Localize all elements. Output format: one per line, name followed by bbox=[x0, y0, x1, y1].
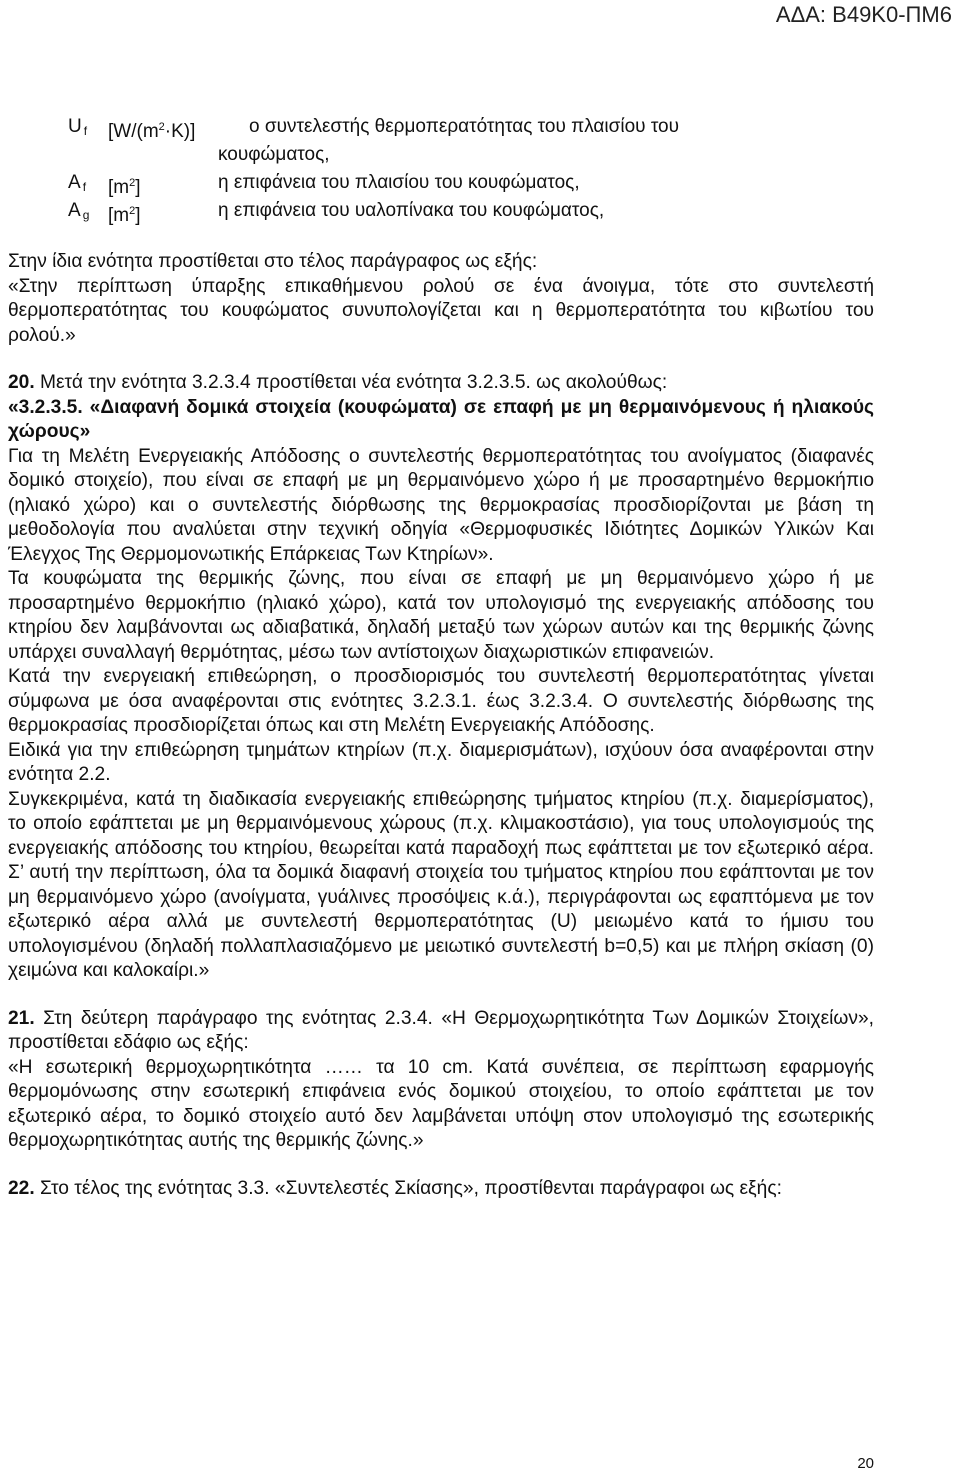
item-20-paragraph: Συγκεκριμένα, κατά τη διαδικασία ενεργειακής επιθεώρησης τμήματος κτηρίου (π.χ. διαμερίσματος), το οποίο εφάπτεται με μη θερμαινόμενους χώρους (π.χ. κλιμακοστάσιο), για τους υπολογισμούς της ενεργειακής απόδοσης του κτηρίου, θεωρείται κατά παραδοχή πως εφάπτεται με τον εξωτερικό αέρα. Σ’ αυτή την περίπτωση, όλα τα δομικά διαφανή στοιχεία του τμήματος κτηρίου που εφάπτονται με τον μη θερμαινόμενο χώρο (ανοίγματα, γυάλινες προσόψεις κ.ά.), περιγράφονται ως εφαπτόμενα με τον εξωτερικό αέρα αλλά με συντελεστή θερμοπερατότητας (U) μειωμένο κατά το ήμισυ του υπολογισμένου (δηλαδή πολλαπλασιαζόμενο με μειωτικό συντελεστή b=0,5) και με πλήρη σκίαση (0) χειμώνα και καλοκαίρι.» bbox=[8, 788, 874, 981]
intro-quote: «Στην περίπτωση ύπαρξης επικαθήμενου ρολού σε ένα άνοιγμα, τότε στο συντελεστή θερμοπερατότητας του κουφώματος συνυπολογίζεται και η θερμοπερατότητα του κιβωτίου του ρολού.» bbox=[8, 275, 874, 346]
item-20-heading: «3.2.3.5. «Διαφανή δομικά στοιχεία (κουφώματα) σε επαφή με μη θερμαινόμενους ή ηλιακούς χώρους» bbox=[8, 396, 874, 442]
item-20-paragraph: Για τη Μελέτη Ενεργειακής Απόδοσης ο συντελεστής θερμοπερατότητας του ανοίγματος (διαφανές δομικό στοιχείο), που είναι σε επαφή με μη θερμαινόμενο χώρο ή με προσαρτημένο θερμοκήπιο (ηλιακό χώρο) και ο συντελεστής διόρθωσης της θερμοκρασίας προσδιορίζονται με βάση τη μεθοδολογία που αναλύεται στην τεχνική οδηγία «Θερμοφυσικές Ιδιότητες Δομικών Υλικών Και Έλεγχος Της Θερμομονωτικής Επάρκειας Των Κτηρίων». bbox=[8, 445, 874, 565]
item-21-quote: «Η εσωτερική θερμοχωρητικότητα …… τα 10 cm. Κατά συνέπεια, σε περίπτωση εφαρμογής θερμομόνωσης στην εσωτερική επιφάνεια ενός δομικού στοιχείου, το οποίο εφάπτεται με τον εξωτερικό αέρα, το δομικό στοιχείο αυτό δεν λαμβάνεται υπόψη στον υπολογισμό της εσωτερικής θερμοχωρητικότητας αυτής της θερμικής ζώνης.» bbox=[8, 1056, 874, 1151]
document-code: ΑΔΑ: Β49Κ0-ΠΜ6 bbox=[775, 2, 952, 27]
document-body bbox=[8, 250, 874, 1201]
definition-unit: $[m^2]$ bbox=[108, 177, 141, 198]
definition-unit: $[m^2]$ bbox=[108, 205, 141, 226]
item-20-intro: 20. Μετά την ενότητα 3.2.3.4 προστίθεται νέα ενότητα 3.2.3.5. ως ακολούθως: bbox=[8, 372, 668, 393]
definition-description-continuation: κουφώματος, bbox=[218, 144, 330, 165]
item-20-paragraph: Τα κουφώματα της θερμικής ζώνης, που είναι σε επαφή με μη θερμαινόμενο χώρο ή με προσαρτημένο θερμοκήπιο (ηλιακό χώρο), κατά τον υπολογισμό της ενεργειακής απόδοσης του κτηρίου δεν λαμβάνονται ως αδιαβατικά, δηλαδή μεταξύ των χώρων αυτών και της θερμικής ζώνης υπάρχει συναλλαγή θερμότητας, μέσω των αντίστοιχων διαχωριστικών επιφανειών. bbox=[8, 568, 874, 663]
item-20-paragraph: Κατά την ενεργειακή επιθεώρηση, ο προσδιορισμός του συντελεστή θερμοπερατότητας γίνεται σύμφωνα με όσα αναφέρονται στις ενότητες 3.2.3.1. έως 3.2.3.4. Ο συντελεστής διόρθωσης της θερμοκρασίας προσδιορίζεται όπως και στη Μελέτη Ενεργειακής Απόδοσης. bbox=[8, 666, 874, 736]
item-22-intro: 22. Στο τέλος της ενότητας 3.3. «Συντελεστές Σκίασης», προστίθενται παράγραφοι ως εξής: bbox=[8, 1177, 782, 1199]
definition-symbol: A $_f$ bbox=[68, 172, 87, 194]
definition-symbol: U $_f$ bbox=[68, 116, 88, 138]
definition-description: η επιφάνεια του υαλοπίνακα του κουφώματος, bbox=[218, 200, 605, 221]
page-number: 20 bbox=[857, 1455, 874, 1472]
item-number: 22. bbox=[8, 1177, 35, 1199]
item-20-paragraph: Ειδικά για την επιθεώρηση τμημάτων κτηρίων (π.χ. διαμερισμάτων), ισχύουν όσα αναφέρονται στην ενότητα 2.2. bbox=[8, 739, 874, 785]
definition-symbol: A $_g$ bbox=[68, 200, 90, 222]
item-21-intro: 21. Στη δεύτερη παράγραφο της ενότητας 2.3.4. «Η Θερμοχωρητικότητα Των Δομικών Στοιχείων», προστίθεται εδάφιο ως εξής: bbox=[8, 1007, 874, 1053]
intro-line: Στην ίδια ενότητα προστίθεται στο τέλος παράγραφος ως εξής: bbox=[8, 251, 538, 272]
definition-unit: $[W/(m^2\cdot K)]$ bbox=[108, 121, 196, 142]
item-number: 21. bbox=[8, 1007, 35, 1029]
definition-description: η επιφάνεια του πλαισίου του κουφώματος, bbox=[218, 172, 580, 193]
item-number: 20. bbox=[8, 372, 35, 393]
definition-description: ο συντελεστής θερμοπερατότητας του πλαισίου του bbox=[249, 116, 680, 137]
